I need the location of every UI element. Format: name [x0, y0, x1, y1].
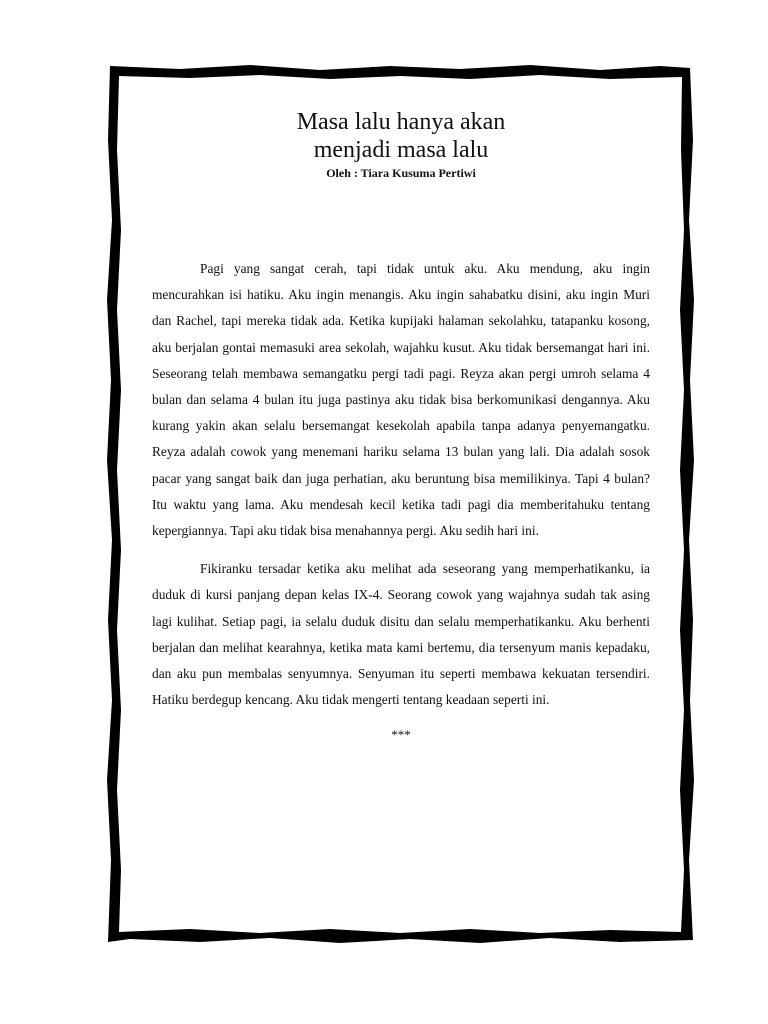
author-byline: Oleh : Tiara Kusuma Pertiwi [326, 166, 476, 180]
document-content [152, 108, 650, 745]
section-separator: *** [391, 727, 411, 743]
story-body [152, 256, 650, 745]
paragraph-1: Pagi yang sangat cerah, tapi tidak untuk aku. Aku mendung, aku ingin mencurahkan isi hatiku. Aku ingin menangis. Aku ingin sahabatku disini, aku ingin Muri dan Rachel, tapi mereka tidak ada. Ketika kupijaki halaman sekolahku, tatapanku kosong, aku berjalan gontai memasuki area sekolah, wajahku kusut. Aku tidak bersemangat hari ini. Seseorang telah membawa semangatku pergi tadi pagi. Reyza akan pergi umroh selama 4 bulan dan selama 4 bulan itu juga pastinya aku tidak bisa berkomunikasi dengannya. Aku kurang yakin akan selalu bersemangat kesekolah apabila tanpa adanya penyemangatku. Reyza adalah cowok yang menemani hariku selama 13 bulan yang lali. Dia adalah sosok pacar yang sangat baik dan juga perhatian, aku beruntung bisa memilikinya. Tapi 4 bulan? Itu waktu yang lama. Aku mendesah kecil ketika tadi pagi dia memberitahuku tentang kepergiannya. Tapi aku tidak bisa menahannya pergi. Aku sedih hari ini. [152, 261, 650, 539]
paragraph-2: Fikiranku tersadar ketika aku melihat ada seseorang yang memperhatikanku, ia duduk di kursi panjang depan kelas IX-4. Seorang cowok yang wajahnya sudah tak asing lagi kulihat. Setiap pagi, ia selalu duduk disitu dan selalu memperhatikanku. Aku berhenti berjalan dan melihat kearahnya, ketika mata kami bertemu, dia tersenyum manis kepadaku, dan aku pun membalas senyumnya. Senyuman itu seperti membawa kekuatan tersendiri. Hatiku berdegup kencang. Aku tidak mengerti tentang keadaan seperti ini. [152, 561, 650, 708]
title-line-2: menjadi masa lalu [313, 137, 489, 163]
title-line-1: Masa lalu hanya akan [296, 109, 506, 135]
document-title [152, 108, 650, 164]
